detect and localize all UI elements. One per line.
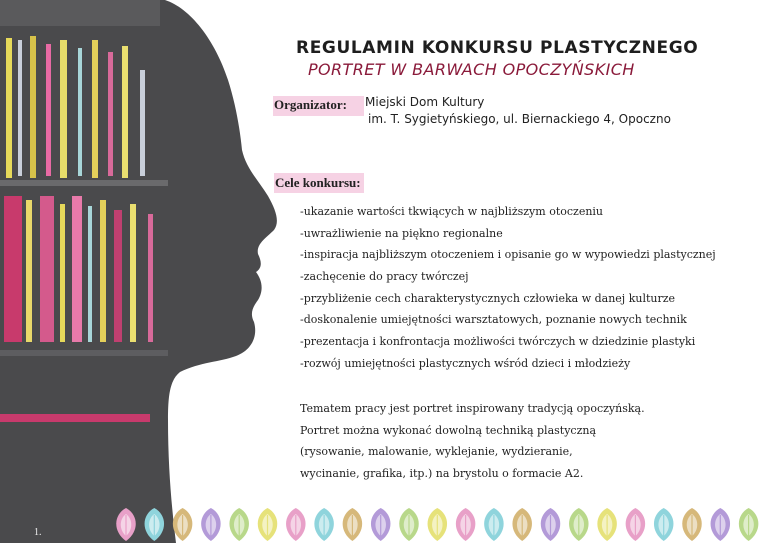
ornament-motif <box>626 508 646 541</box>
ornament-motif <box>258 508 278 541</box>
ornament-motif <box>569 508 589 541</box>
ornament-motif <box>145 508 165 541</box>
ornament-motif <box>541 508 561 541</box>
ornament-motif <box>229 508 249 541</box>
goal-item: -ukazanie wartości tkwiących w najbliższym otoczeniu <box>300 205 604 218</box>
goal-item: -prezentacja i konfrontacja możliwości twórczych w dziedzinie plastyki <box>300 335 696 349</box>
goal-item: -rozwój umiejętności plastycznych wśród dzieci i młodzieży <box>300 356 631 370</box>
ornament-motif <box>654 508 674 541</box>
topic-paragraph <box>300 398 645 485</box>
goal-item: -przybliżenie cech charakterystycznych człowieka w danej kulturze <box>300 291 676 305</box>
ornament-motif <box>173 508 193 541</box>
goal-item: -inspiracja najbliższym otoczeniem i opisanie go w wypowiedzi plastycznej <box>300 248 716 262</box>
topic-line: Tematem pracy jest portret inspirowany tradycją opoczyńską. <box>300 402 645 415</box>
ornament-motif <box>739 508 759 541</box>
ornament-motif <box>399 508 419 541</box>
ornament-motif <box>286 508 306 541</box>
folk-ornament-border <box>112 506 768 543</box>
ornament-motif <box>682 508 702 541</box>
topic-line: (rysowanie, malowanie, wyklejanie, wydzieranie, <box>300 445 573 459</box>
ornament-motif <box>314 508 334 541</box>
goals-label: Cele konkursu: <box>274 173 364 193</box>
ornament-motif <box>428 508 448 541</box>
topic-line: wycinanie, grafika, itp.) na brystolu o formacie A2. <box>300 467 584 481</box>
ornament-motif <box>711 508 731 541</box>
goal-item: -uwrażliwienie na piękno regionalne <box>300 226 503 240</box>
ornament-motif <box>116 508 136 541</box>
organizer-name: Miejski Dom Kultury <box>365 95 485 109</box>
document-title: REGULAMIN KONKURSU PLASTYCZNEGO <box>296 38 699 58</box>
goal-item: -zachęcenie do pracy twórczej <box>300 270 469 284</box>
ornament-motif <box>343 508 363 541</box>
ornament-motif <box>456 508 476 541</box>
ornament-motif <box>201 508 221 541</box>
ornament-motif <box>484 508 504 541</box>
topic-line: Portret można wykonać dowolną techniką plastyczną <box>300 423 597 437</box>
page-number: 1. <box>34 527 42 538</box>
goals-list <box>300 201 716 375</box>
goal-item: -doskonalenie umiejętności warsztatowych, poznanie nowych technik <box>300 313 687 327</box>
ornament-motif <box>597 508 617 541</box>
ornament-motif <box>371 508 391 541</box>
organizer-address: im. T. Sygietyńskiego, ul. Biernackiego 4, Opoczno <box>368 112 671 126</box>
organizer-label: Organizator: <box>273 96 364 116</box>
ornament-motif <box>512 508 532 541</box>
document-subtitle: PORTRET W BARWACH OPOCZYŃSKICH <box>308 60 635 79</box>
